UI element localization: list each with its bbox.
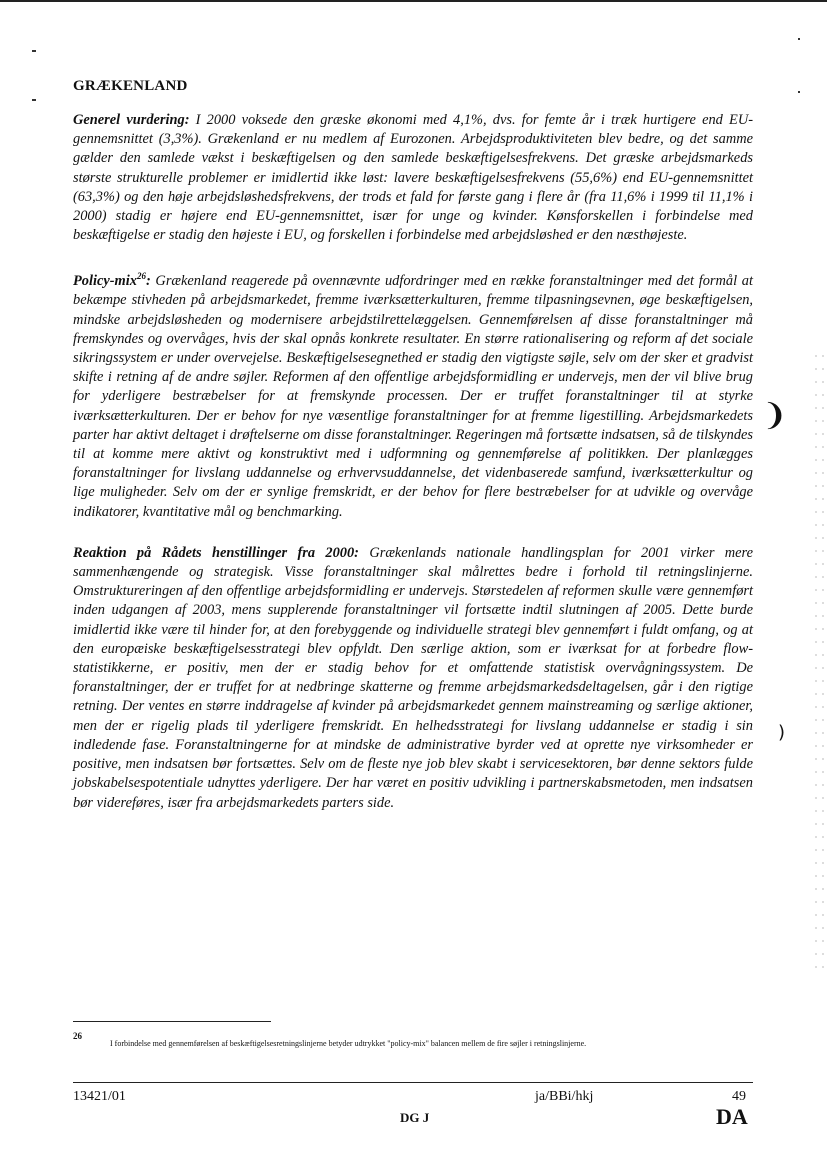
paragraph-council-recommendations bbox=[73, 544, 753, 813]
paragraph-general-assessment bbox=[73, 111, 753, 245]
footer-initials: ja/BBi/hkj bbox=[535, 1089, 594, 1104]
footnote-separator bbox=[73, 1021, 271, 1022]
paragraph-lead: Policy-mix$^{26}$: bbox=[73, 271, 151, 290]
scan-speck bbox=[798, 38, 800, 40]
paragraph-text: Grækenlands nationale handlingsplan for 2001 virker mere sammenhængende og strategisk. Visse foranstaltninger skal målrettes bedre i forhold til retningslinjerne. Omstruktureringen af den offentlige arbejdsformidling er undervejs. Størstedelen af reformen skulle være gennemført inden udgangen af 2003, mens supplerende foranstaltninger vil fortsætte indtil slutningen af 2005. Dette burde imidlertid ikke være til hinder for, at den forebyggende og individuelle strategi blev gennemført i fuldt omfang, og at den europæiske beskæftigelsesstrategi blev opfyldt. Den særlige aktion, som er iværksat for at forbedre flow-statistikkerne, er positiv, men der er stadig behov for et omfattende statistisk overvågningssystem. De foranstaltninger, der er truffet for at nedbringe skatterne og fremme arbejdsmarkedsdeltagelsen, går i den rigtige retning. Der ventes en større inddragelse af kvinder på arbejdsmarkedet gennem mainstreaming og særlige aktioner, men der er rigelig plads til yderligere fremskridt. En helhedsstrategi for livslang uddannelse er stadig i sin indledende fase. Foranstaltningerne for at mindske de administrative byrder ved at oprette nye virksomheder er positive, men indsatsen bør fortsættes. Selv om de fleste nye job blev skabt i servicesektoren, bør denne sektors fulde jobskabelsespotentiale udnyttes yderligere. Der har været en positiv udvikling i partnerskabsmetoden, men indsatsen bør videreføres, især fra arbejdsmarkedets parters side. bbox=[73, 544, 753, 811]
footer-page-number: 49 bbox=[732, 1089, 746, 1104]
paragraph-lead: Generel vurdering: bbox=[73, 112, 190, 128]
scan-speck bbox=[32, 99, 36, 101]
paragraph-text: I 2000 voksede den græske økonomi med 4,1%, dvs. for femte år i træk hurtigere end EU-gennemsnittet (3,3%). Grækenland er nu medlem af Eurozonen. Arbejdsproduktiviteten blev bedre, og det samme gælder den samlede vækst i beskæftigelsen og den samlede beskæftigelsesfrekvens. Det græske arbejdsmarkeds største strukturelle problemer er imidlertid ikke løst: lavere beskæftigelsesfrekvens (55,6%) end EU-gennemsnittet (63,3%) og den høje arbejdsløshedsfrekvens, der trods et fald for første gang i flere år (fra 11,6% i 1999 til 11,1% i 2000) stadig er højere end EU-gennemsnittet, især for unge og kvinder. Kønsforskellen i forbindelse med beskæftigelse er stadig den højeste i EU, og forskellen i forbindelse med arbejdsløshed er den næsthøjeste. bbox=[73, 112, 753, 244]
scan-speck bbox=[798, 91, 800, 93]
footer-separator bbox=[73, 1082, 753, 1083]
scan-speck bbox=[32, 50, 36, 52]
footer-language-code: DA bbox=[716, 1104, 748, 1129]
scan-edge-noise bbox=[813, 350, 827, 970]
paragraph-text: Grækenland reagerede på ovennævnte udfordringer med en række foranstaltninger med det formål at bekæmpe stivheden på arbejdsmarkedet, fremme iværksætterkulturen, fremme tilpasningsevnen, øge beskæftigelsen, mindske arbejdsløsheden og modernisere arbejdstilrettelæggelsen. Gennemførelsen af disse foranstaltninger må fremskyndes og overvåges, hvis der skal opnås konkrete resultater. En større rationalisering og reform af det sociale sikringssystem er under overvejelse. Beskæftigelsesegnethed er stadig den vigtigste søjle, selv om der sker et gradvist skifte i retning af de andre søjler. Reformen af den offentlige arbejdsformidling er undervejs, men der vil blive brug for yderligere bestræbelser for at fremskynde processen. Der er truffet foranstaltninger til at styrke iværksætterkulturen. Der er behov for nye væsentlige foranstaltninger for at fremme ligestilling. Arbejdsmarkedets parter har aktivt deltaget i drøftelserne om disse foranstaltninger. Regeringen må fortsætte indsatsen, så de tilskyndes til at komme mere aktivt og konstruktivt med i udformning og gennemførelse af politikken. Der planlægges foranstaltninger for livslang uddannelse og erhvervsuddannelse, det videnbaserede samfund, iværksætterkultur og lige muligheder. Selv om der er synlige fremskridt, er der behov for flere bestræbelser for at udvikle og overvåge indikatorer, kvantitative mål og benchmarking. bbox=[73, 273, 753, 520]
scan-bracket-mark: ) bbox=[778, 722, 786, 743]
paragraph-lead: Reaktion på Rådets henstillinger fra 2000: bbox=[73, 544, 359, 561]
footer-doc-number: 13421/01 bbox=[73, 1089, 126, 1104]
document-body bbox=[73, 78, 753, 835]
footnote-text: I forbindelse med gennemførelsen af beskæftigelsesretningslinjerne betyder udtrykket "policy-mix" balancen mellem de fire søjler i retningslinjerne. bbox=[110, 1039, 587, 1048]
footnote-reference[interactable]: 26 bbox=[136, 271, 146, 282]
section-heading: GRÆKENLAND bbox=[73, 78, 188, 94]
footer-directorate: DG J bbox=[400, 1110, 430, 1125]
scan-bracket-mark: ❩ bbox=[762, 398, 788, 433]
footnote-number: 26 bbox=[73, 1031, 82, 1041]
top-border-line bbox=[0, 0, 827, 2]
paragraph-policy-mix bbox=[73, 267, 753, 521]
